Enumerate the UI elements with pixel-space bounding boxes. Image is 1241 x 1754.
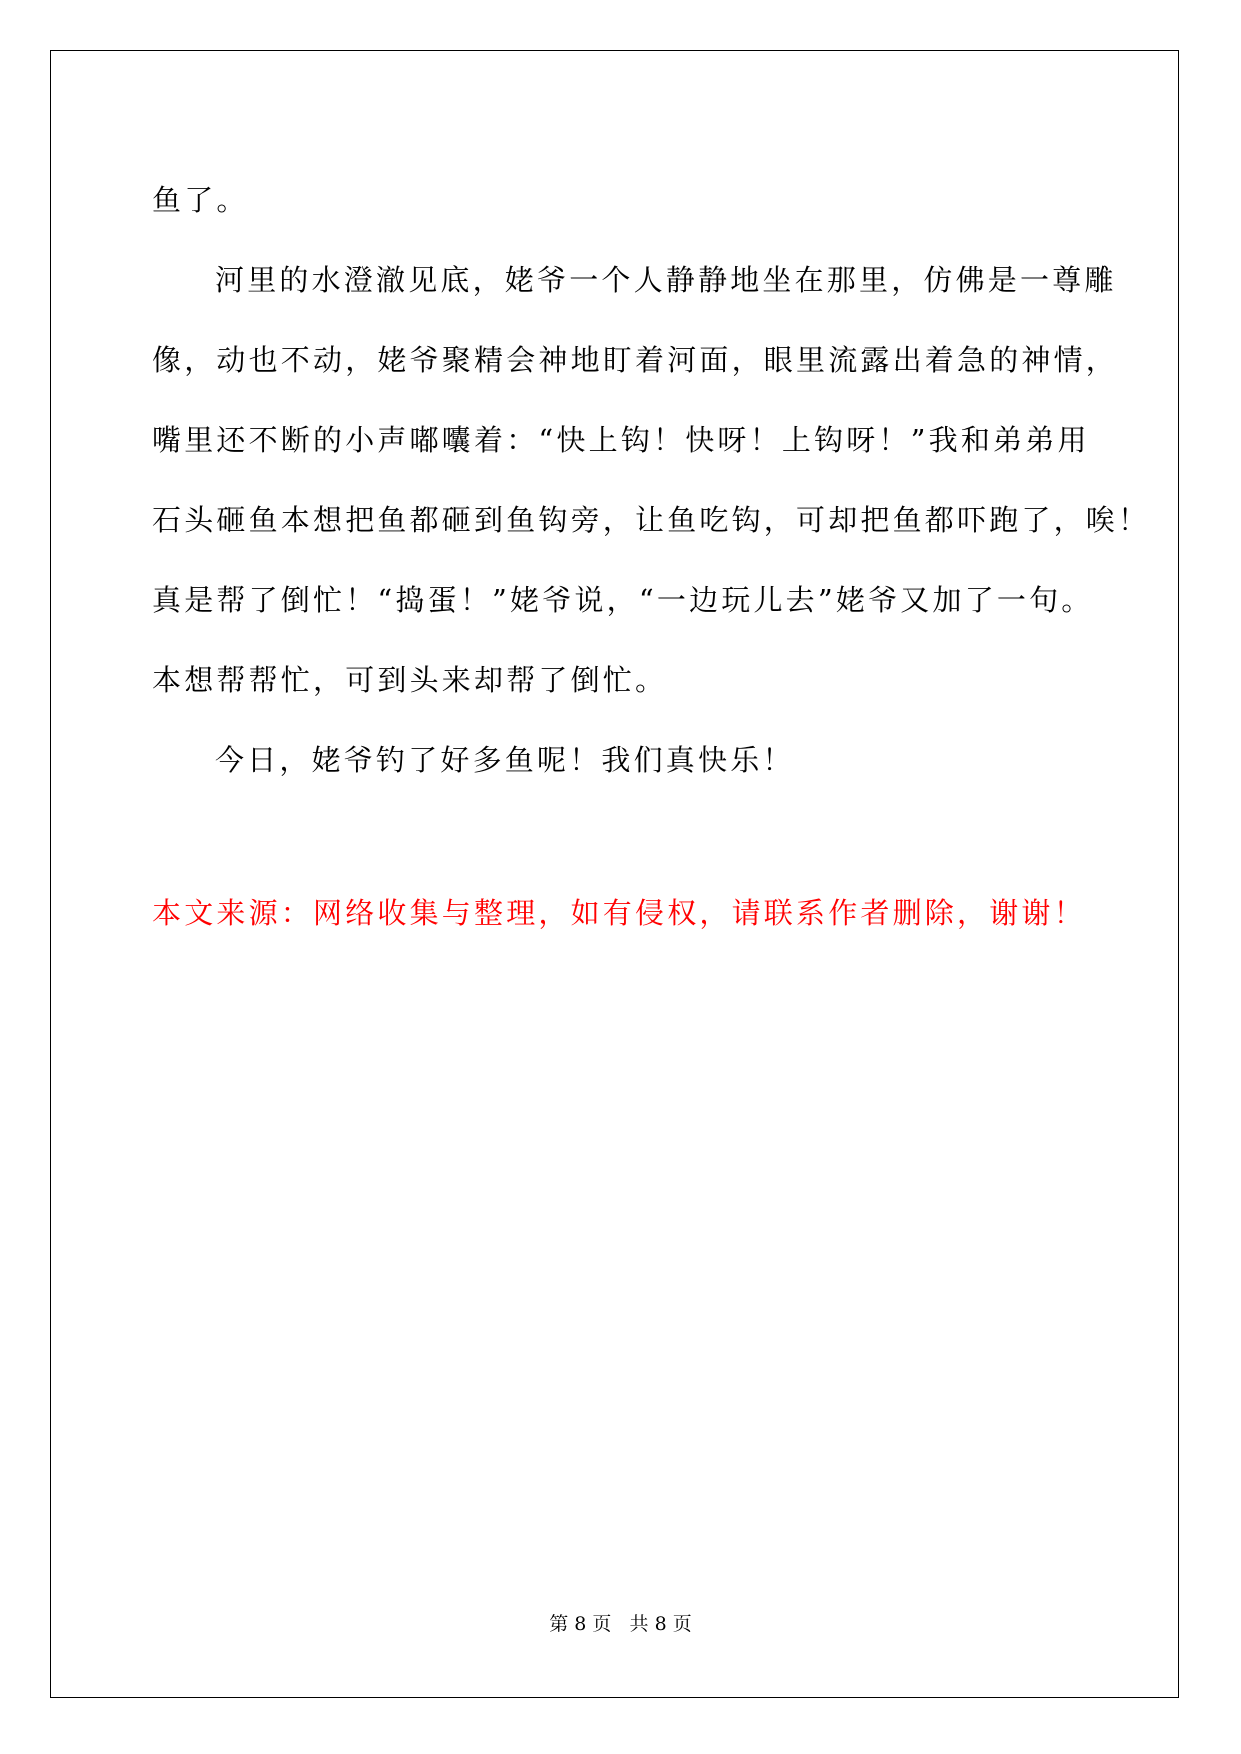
text-line: 河里的水澄澈见底，姥爷一个人静静地坐在那里，仿佛是一尊雕 [215,263,1117,297]
text-line: 本想帮帮忙，可到头来却帮了倒忙。 [152,663,668,697]
text-line: 嘴里还不断的小声嘟囔着：“快上钩！快呀！上钩呀！”我和弟弟用 [152,423,1090,457]
text-line: 鱼了。 [152,183,249,217]
text-line: 今日，姥爷钓了好多鱼呢！我们真快乐！ [215,743,795,777]
text-line: 真是帮了倒忙！“捣蛋！”姥爷说，“一边玩儿去”姥爷又加了一句。 [152,583,1094,617]
page-number: 第 8 页 共 8 页 [549,1613,692,1635]
source-note: 本文来源：网络收集与整理，如有侵权，请联系作者删除，谢谢！ [152,896,1086,930]
text-line: 石头砸鱼本想把鱼都砸到鱼钩旁，让鱼吃钩，可却把鱼都吓跑了，唉！ [152,503,1151,537]
document-body [152,160,1151,800]
text-line: 像，动也不动，姥爷聚精会神地盯着河面，眼里流露出着急的神情， [152,343,1119,377]
